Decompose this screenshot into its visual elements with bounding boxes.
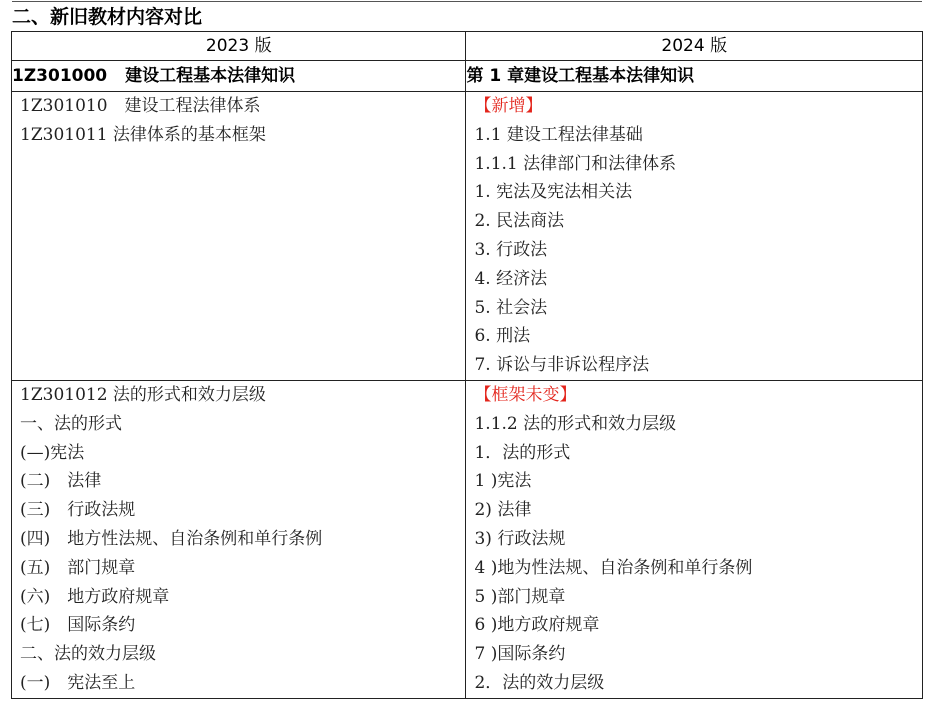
list-item: (七) 国际条约 (20, 615, 136, 636)
chapter-old-code: 1Z301000 (12, 66, 108, 86)
list-item: 2) 法律 (474, 500, 532, 521)
list-item: 1. 宪法及宪法相关法 (474, 182, 633, 203)
list-item: 1Z301012 法的形式和效力层级 (20, 385, 266, 405)
list-item: 4. 经济法 (474, 268, 548, 289)
header-2023: 2023 版 (12, 32, 466, 61)
list-item: 1Z301011 法律体系的基本框架 (20, 124, 266, 145)
list-item: 5. 社会法 (474, 297, 548, 318)
chapter-old (12, 61, 466, 92)
top-rule (12, 1, 922, 2)
list-item: 1.1.1 法律部门和法律体系 (474, 153, 677, 174)
change-tag-unchanged: 【框架未变】 (474, 385, 577, 405)
list-item: (四) 地方性法规、自治条例和单行条例 (20, 528, 323, 549)
block1-row (12, 92, 923, 381)
list-item: 二、法的效力层级 (20, 644, 156, 665)
list-item: (五) 部门规章 (20, 557, 136, 578)
block1-new (466, 92, 923, 381)
chapter-row (12, 61, 923, 92)
list-item: 6. 刑法 (474, 326, 531, 347)
list-item: 6 )地方政府规章 (474, 615, 600, 636)
header-2024: 2024 版 (466, 32, 923, 61)
list-item: 1．法的形式 (474, 442, 571, 463)
list-item: 3) 行政法规 (474, 528, 566, 549)
list-item: 一、法的形式 (20, 413, 122, 434)
block1-old (12, 92, 466, 381)
list-item: (六) 地方政府规章 (20, 586, 170, 607)
comparison-table (11, 31, 923, 699)
list-item: 4 )地为性法规、自治条例和单行条例 (474, 557, 753, 578)
block2-old (12, 381, 466, 699)
list-item: 5 )部门规章 (474, 586, 566, 607)
header-row (12, 32, 923, 61)
list-item: 2．法的效力层级 (474, 672, 605, 693)
list-item: 2. 民法商法 (474, 211, 565, 232)
list-item: (一) 宪法至上 (20, 672, 136, 693)
block2-new (466, 381, 923, 699)
list-item: (三) 行政法规 (20, 500, 136, 521)
list-item: 7 )国际条约 (474, 644, 566, 665)
block2-row (12, 381, 923, 699)
section-title: 二、新旧教材内容对比 (12, 6, 203, 28)
change-tag-new: 【新增】 (474, 96, 543, 116)
list-item: 1 )宪法 (474, 471, 532, 492)
list-item: (二) 法律 (20, 471, 102, 492)
chapter-old-title: 建设工程基本法律知识 (125, 66, 296, 86)
list-item: (—)宪法 (20, 442, 85, 463)
list-item: 3. 行政法 (474, 239, 548, 260)
list-item: 7. 诉讼与非诉讼程序法 (474, 355, 650, 376)
list-item: 1.1.2 法的形式和效力层级 (474, 413, 677, 434)
chapter-new: 第 1 章建设工程基本法律知识 (466, 61, 923, 92)
list-item: 1.1 建设工程法律基础 (474, 124, 643, 145)
list-item: 1Z301010 建设工程法律体系 (20, 96, 261, 116)
